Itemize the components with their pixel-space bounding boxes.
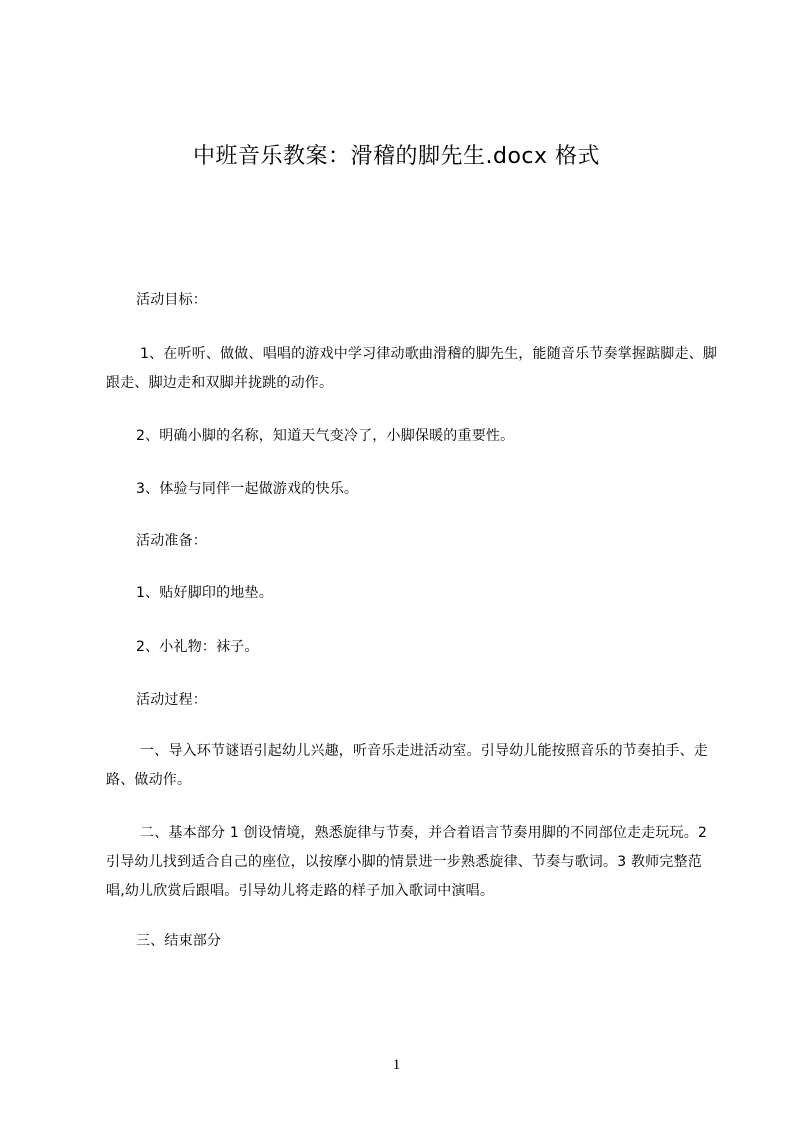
paragraph-process-main: 二、基本部分 1 创设情境，熟悉旋律与节奏，并合着语言节奏用脚的不同部位走走玩玩。2 引导幼儿找到适合自己的座位，以按摩小脚的情景进一步熟悉旋律、节奏与歌词。3 教师完整范唱,幼儿欣赏后跟唱。引导幼儿将走路的样子加入歌词中演唱。 [106, 825, 708, 899]
paragraph-objective-1: 1、在听听、做做、唱唱的游戏中学习律动歌曲滑稽的脚先生，能随音乐节奏掌握踮脚走、脚跟走、脚边走和双脚并拢跳的动作。 [106, 346, 718, 391]
paragraph-objective-3: 3、体验与同伴一起做游戏的快乐。 [136, 481, 359, 497]
paragraph-objective-2: 2、明确小脚的名称，知道天气变冷了，小脚保暖的重要性。 [136, 428, 515, 444]
paragraph-objectives-heading: 活动目标： [136, 292, 207, 308]
paragraph-process-ending: 三、结束部分 [136, 933, 222, 949]
paragraph-preparation-heading: 活动准备： [136, 533, 207, 549]
paragraph-preparation-2: 2、小礼物：袜子。 [136, 639, 259, 655]
paragraph-process-intro: 一、导入环节谜语引起幼儿兴趣，听音乐走进活动室。引导幼儿能按照音乐的节奏拍手、走路、做动作。 [106, 743, 708, 788]
page-number: 1 [392, 1057, 401, 1073]
paragraph-process-heading: 活动过程： [136, 692, 207, 708]
document-title: 中班音乐教案：滑稽的脚先生.docx 格式 [192, 144, 601, 169]
paragraph-preparation-1: 1、贴好脚印的地垫。 [136, 585, 273, 601]
